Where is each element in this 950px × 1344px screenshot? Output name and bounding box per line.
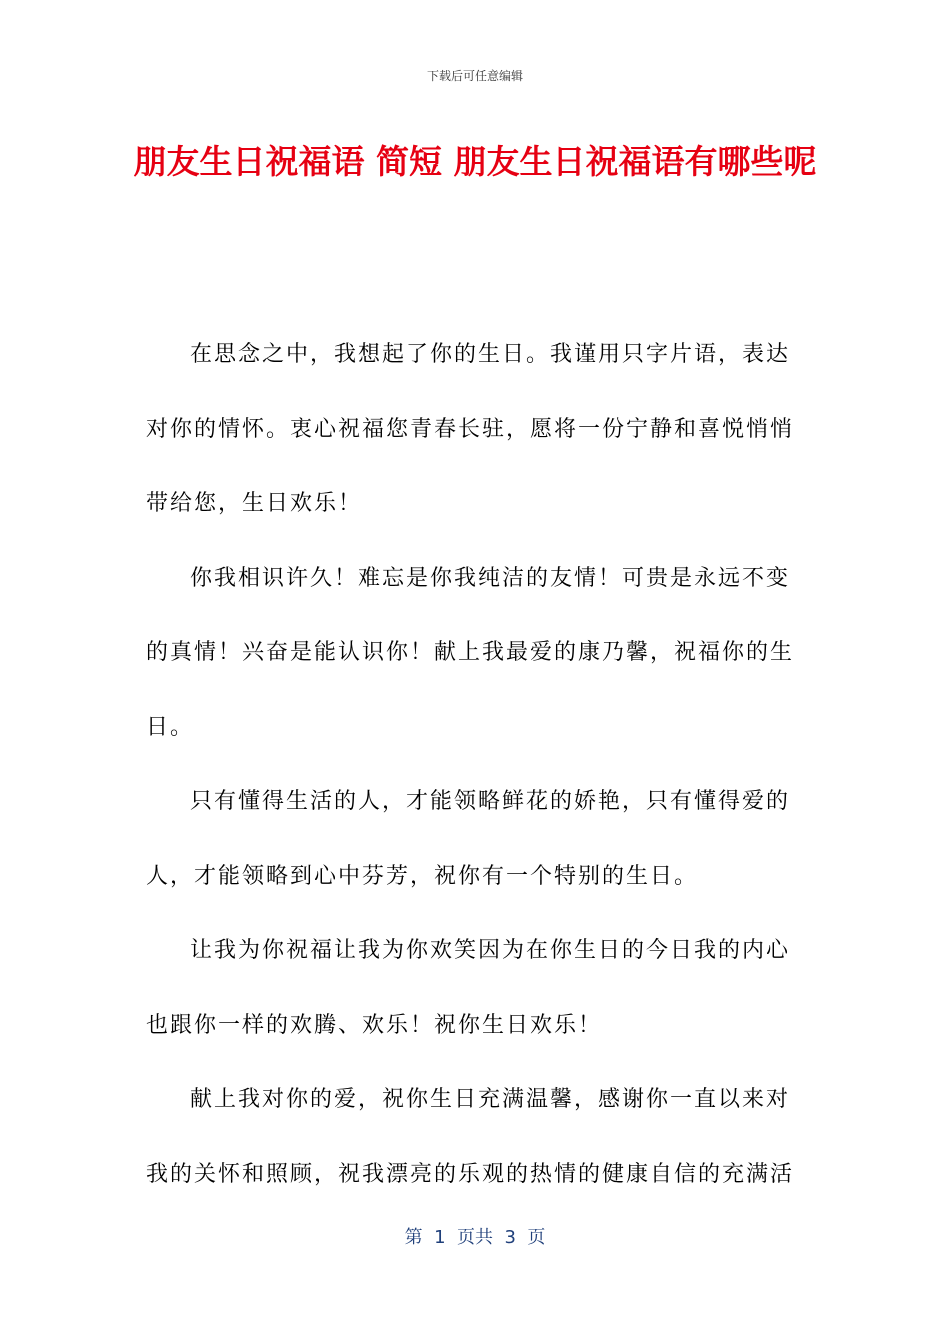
- document-body: [146, 318, 806, 1212]
- paragraph-1: 在思念之中，我想起了你的生日。我谨用只字片语，表达对你的情怀。衷心祝福您青春长驻，愿将一份宁静和喜悦悄悄带给您，生日欢乐！: [146, 342, 795, 516]
- page-header-note: 下载后可任意编辑: [426, 69, 523, 83]
- paragraph-5: 献上我对你的爱，祝你生日充满温馨，感谢你一直以来对我的关怀和照顾，祝我漂亮的乐观的热情的健康自信的充满活: [146, 1087, 795, 1187]
- paragraph-4: 让我为你祝福让我为你欢笑因为在你生日的今日我的内心也跟你一样的欢腾、欢乐！祝你生日欢乐！: [146, 938, 791, 1038]
- paragraph-3: 只有懂得生活的人，才能领略鲜花的娇艳，只有懂得爱的人，才能领略到心中芬芳，祝你有一个特别的生日。: [146, 789, 791, 889]
- page-number-footer: 第 1 页共 3 页: [404, 1227, 546, 1248]
- paragraph-2: 你我相识许久！难忘是你我纯洁的友情！可贵是永远不变的真情！兴奋是能认识你！献上我最爱的康乃馨，祝福你的生日。: [146, 565, 795, 740]
- document-title: 朋友生日祝福语 简短 朋友生日祝福语有哪些呢: [133, 142, 817, 181]
